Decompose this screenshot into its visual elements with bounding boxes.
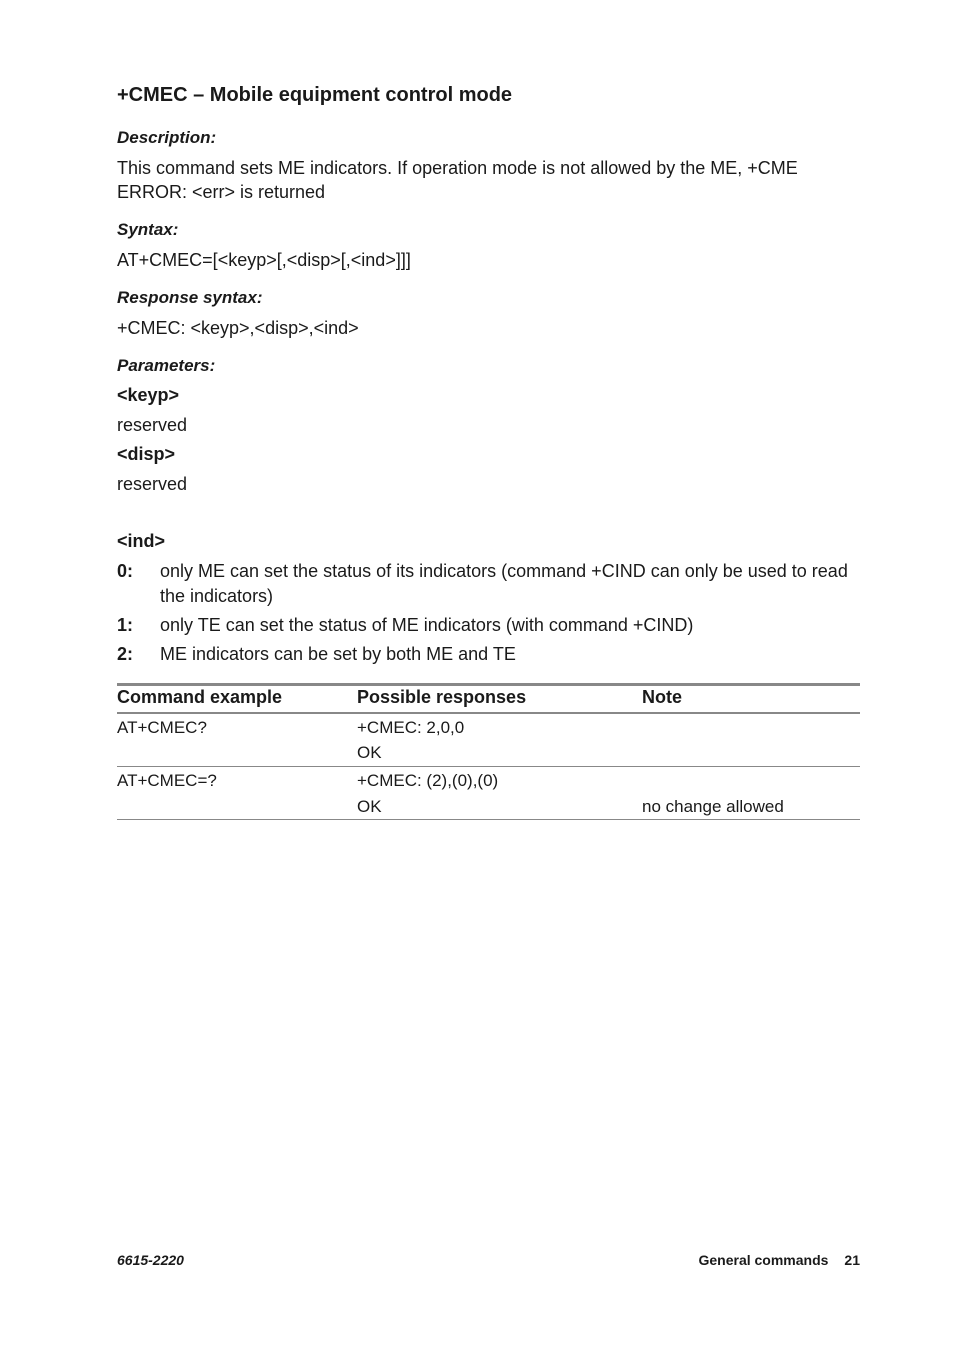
table-cell-response: OK [357, 743, 382, 762]
ind-item-key: 0: [117, 561, 134, 581]
syntax-heading: Syntax: [117, 220, 179, 239]
ind-item-text: ME indicators can be set by both ME and TE [160, 644, 516, 664]
table-top-rule [117, 683, 860, 686]
footer-page-number: 21 [844, 1252, 860, 1268]
response-syntax-heading: Response syntax: [117, 288, 263, 307]
ind-item-text: only ME can set the status of its indicators (command +CIND can only be used to read the indicators) [160, 561, 848, 606]
table-cell-response: OK [357, 797, 382, 816]
table-cell-response: +CMEC: 2,0,0 [357, 718, 465, 737]
table-cell-note: no change allowed [642, 797, 784, 816]
footer-section: General commands [698, 1252, 829, 1268]
description-heading: Description: [117, 128, 217, 147]
page-title: +CMEC – Mobile equipment control mode [117, 84, 513, 106]
param-ind-name: <ind> [117, 531, 166, 551]
table-row-rule [117, 766, 860, 767]
footer-right [600, 1252, 860, 1268]
ind-item-key: 1: [117, 615, 134, 635]
param-keyp-name: <keyp> [117, 385, 180, 405]
param-disp-name: <disp> [117, 444, 176, 464]
ind-item-text: only TE can set the status of ME indicators (with command +CIND) [160, 615, 694, 635]
table-header-responses: Possible responses [357, 687, 527, 707]
table-header-note: Note [642, 687, 682, 707]
table-bottom-rule [117, 819, 860, 820]
syntax-text: AT+CMEC=[<keyp>[,<disp>[,<ind>]]] [117, 250, 411, 270]
param-disp-value: reserved [117, 474, 188, 494]
footer-doc-number: 6615-2220 [117, 1252, 184, 1268]
table-cell-response: +CMEC: (2),(0),(0) [357, 771, 499, 790]
ind-item-key: 2: [117, 644, 134, 664]
parameters-heading: Parameters: [117, 356, 216, 375]
table-cell-command: AT+CMEC? [117, 718, 207, 737]
param-keyp-value: reserved [117, 415, 188, 435]
table-header-command: Command example [117, 687, 283, 707]
table-header-rule [117, 712, 860, 714]
response-syntax-text: +CMEC: <keyp>,<disp>,<ind> [117, 318, 359, 338]
table-cell-command: AT+CMEC=? [117, 771, 217, 790]
description-text: This command sets ME indicators. If operation mode is not allowed by the ME, +CME ERROR: <err> is returned [117, 158, 798, 202]
